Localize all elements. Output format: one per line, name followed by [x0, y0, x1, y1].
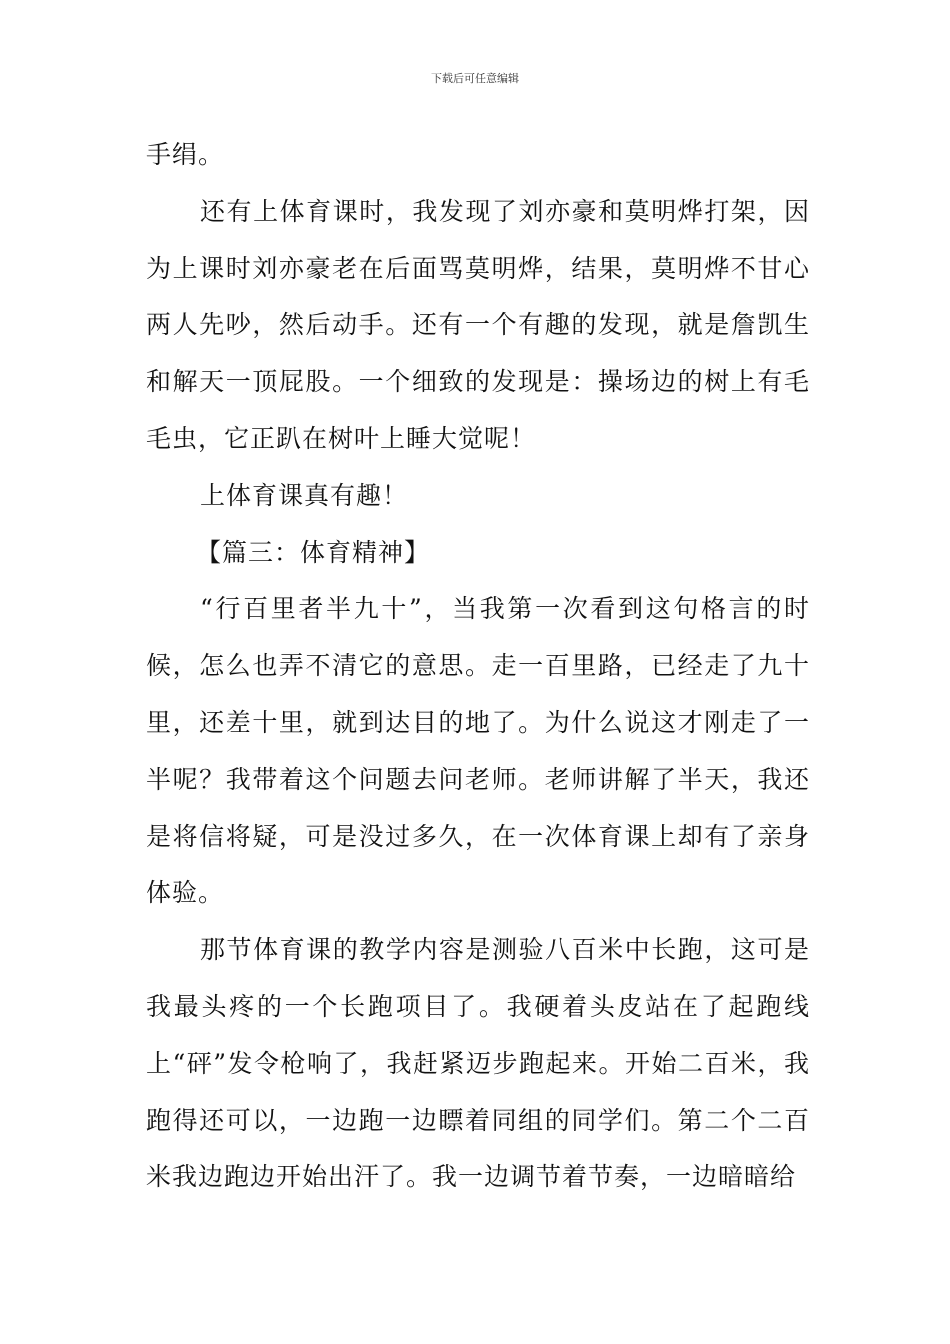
page-header-note: 下载后可任意编辑: [431, 72, 519, 85]
paragraph: 上体育课真有趣！: [200, 480, 409, 510]
paragraph: 还有上体育课时，我发现了刘亦豪和莫明烨打架，因为上课时刘亦豪老在后面骂莫明烨，结果，莫明烨不甘心两人先吵，然后动手。还有一个有趣的发现，就是詹凯生和解天一顶屁股。一个细致的发现是：操场边的树上有毛毛虫，它正趴在树叶上睡大觉呢！: [146, 196, 810, 453]
paragraph: 那节体育课的教学内容是测验八百米中长跑，这可是我最头疼的一个长跑项目了。我硬着头皮站在了起跑线上“砰”发令枪响了，我赶紧迈步跑起来。开始二百米，我跑得还可以，一边跑一边瞟着同组的同学们。第二个二百米我边跑边开始出汗了。我一边调节着节奏，一边暗暗给: [146, 935, 810, 1192]
paragraph: 手绢。: [146, 140, 225, 169]
paragraph: “行百里者半九十”，当我第一次看到这句格言的时候，怎么也弄不清它的意思。走一百里路，已经走了九十里，还差十里，就到达目的地了。为什么说这才刚走了一半呢？我带着这个问题去问老师。老师讲解了半天，我还是将信将疑，可是没过多久，在一次体育课上却有了亲身体验。: [146, 594, 810, 908]
document-body: [146, 127, 810, 1206]
section-heading: 【篇三：体育精神】: [196, 537, 431, 567]
